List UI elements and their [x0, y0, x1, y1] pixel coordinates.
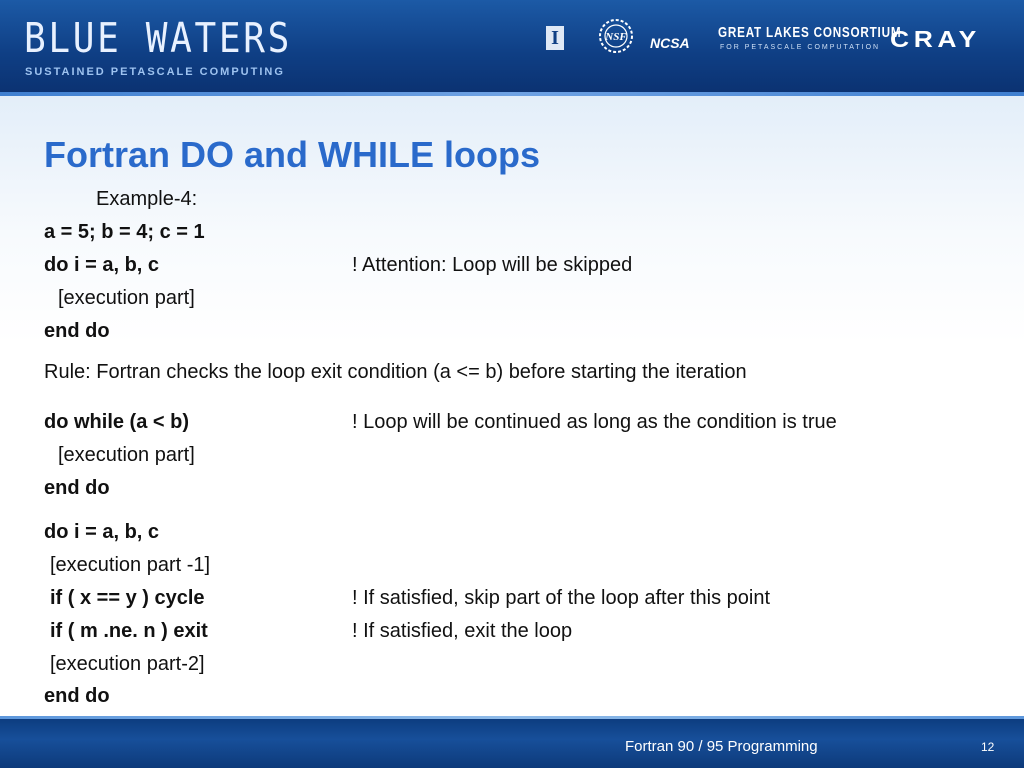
brand-title: BLUE WATERS — [24, 14, 292, 62]
example-label: Example-4: — [96, 188, 198, 210]
ncsa-logo: NCSA — [650, 35, 690, 51]
loop1-comment: ! Attention: Loop will be skipped — [352, 254, 633, 276]
partner-logos — [540, 16, 1010, 62]
footer-course-title: Fortran 90 / 95 Programming — [625, 738, 818, 755]
loop2-comment: ! Loop will be continued as long as the condition is true — [352, 411, 837, 433]
loop3-cycle-stmt: if ( x == y ) cycle — [50, 587, 205, 609]
loop2-body: [execution part] — [58, 444, 195, 466]
svg-text:NSF: NSF — [605, 31, 627, 43]
glc-logo: GREAT LAKES CONSORTIUM — [718, 24, 902, 41]
loop1-body: [execution part] — [58, 287, 195, 309]
brand-subtitle: SUSTAINED PETASCALE COMPUTING — [25, 66, 285, 78]
glc-logo-subtitle: FOR PETASCALE COMPUTATION — [720, 44, 881, 51]
cray-logo: CRAY — [890, 26, 981, 52]
loop3-exit-stmt: if ( m .ne. n ) exit — [50, 620, 208, 642]
page-number: 12 — [981, 740, 995, 754]
illinois-logo: I — [546, 26, 564, 50]
footer-banner — [0, 716, 1024, 768]
loop3-exit-comment: ! If satisfied, exit the loop — [352, 620, 573, 642]
loop1-head: do i = a, b, c — [44, 254, 160, 276]
header-banner — [0, 0, 1024, 96]
loop3-cycle-comment: ! If satisfied, skip part of the loop after this point — [352, 587, 770, 609]
loop2-head: do while (a < b) — [44, 411, 190, 433]
loop3-body1: [execution part -1] — [50, 554, 211, 576]
loop2-end: end do — [44, 477, 110, 499]
nsf-logo — [598, 18, 634, 54]
rule-text: Rule: Fortran checks the loop exit condition (a <= b) before starting the iteration — [44, 361, 747, 383]
assignment-line: a = 5; b = 4; c = 1 — [44, 221, 205, 243]
loop3-end: end do — [44, 685, 110, 707]
loop1-end: end do — [44, 320, 110, 342]
slide-title: Fortran DO and WHILE loops — [44, 134, 540, 175]
loop3-head: do i = a, b, c — [44, 521, 160, 543]
loop3-body2: [execution part-2] — [50, 653, 205, 675]
